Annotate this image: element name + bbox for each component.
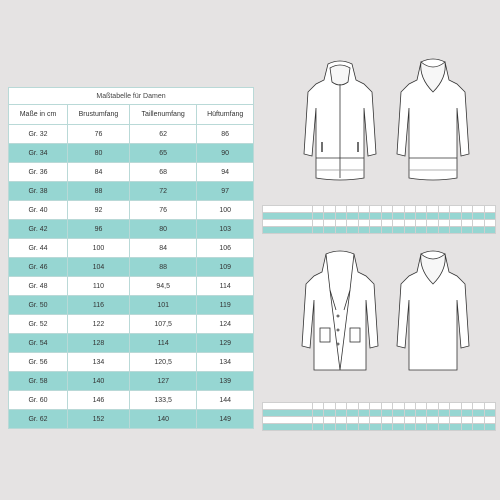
measurement-cell: 100 — [68, 239, 130, 258]
measurement-cell: 152 — [68, 410, 130, 429]
size-cell: Gr. 50 — [9, 296, 68, 315]
table-title: Maßtabelle für Damen — [9, 88, 254, 105]
mini-table-1 — [262, 205, 496, 234]
measurement-cell: 96 — [68, 220, 130, 239]
hoodie-dress-back-drawing — [393, 58, 473, 188]
measurement-cell: 140 — [68, 372, 130, 391]
measurement-cell: 116 — [68, 296, 130, 315]
table-row — [9, 182, 254, 201]
size-cell: Gr. 62 — [9, 410, 68, 429]
measurement-cell: 88 — [68, 182, 130, 201]
measurement-cell: 84 — [129, 239, 196, 258]
size-cell: Gr. 42 — [9, 220, 68, 239]
measurement-cell: 144 — [197, 391, 254, 410]
hoodie-dress-front-drawing — [300, 58, 380, 188]
measurement-cell: 122 — [68, 315, 130, 334]
size-cell: Gr. 56 — [9, 353, 68, 372]
measurement-cell: 76 — [68, 125, 130, 144]
size-cell: Gr. 60 — [9, 391, 68, 410]
measurement-cell: 80 — [129, 220, 196, 239]
measurement-cell: 101 — [129, 296, 196, 315]
measurement-cell: 119 — [197, 296, 254, 315]
header-cell: Hüftumfang — [197, 105, 254, 125]
hooded-cardigan-front-drawing — [300, 250, 380, 380]
table-row — [9, 239, 254, 258]
table-row — [9, 353, 254, 372]
table-row — [9, 163, 254, 182]
size-cell: Gr. 52 — [9, 315, 68, 334]
measurement-cell: 128 — [68, 334, 130, 353]
table-row — [9, 391, 254, 410]
header-cell: Brustumfang — [68, 105, 130, 125]
measurement-cell: 120,5 — [129, 353, 196, 372]
header-cell: Taillenumfang — [129, 105, 196, 125]
measurement-cell: 86 — [197, 125, 254, 144]
measurement-cell: 72 — [129, 182, 196, 201]
measurement-cell: 139 — [197, 372, 254, 391]
hooded-cardigan-back-drawing — [393, 250, 473, 380]
measurement-cell: 94,5 — [129, 277, 196, 296]
measurement-cell: 149 — [197, 410, 254, 429]
mini-table-2 — [262, 402, 496, 431]
measurement-cell: 110 — [68, 277, 130, 296]
table-row — [9, 372, 254, 391]
measurement-cell: 62 — [129, 125, 196, 144]
measurement-cell: 84 — [68, 163, 130, 182]
measurement-cell: 106 — [197, 239, 254, 258]
measurement-cell: 134 — [68, 353, 130, 372]
measurement-cell: 65 — [129, 144, 196, 163]
measurement-cell: 92 — [68, 201, 130, 220]
table-row — [9, 277, 254, 296]
measurement-cell: 100 — [197, 201, 254, 220]
size-cell: Gr. 36 — [9, 163, 68, 182]
table-row — [9, 410, 254, 429]
size-cell: Gr. 46 — [9, 258, 68, 277]
measurement-cell: 107,5 — [129, 315, 196, 334]
measurement-cell: 124 — [197, 315, 254, 334]
measurement-cell: 76 — [129, 201, 196, 220]
size-cell: Gr. 54 — [9, 334, 68, 353]
table-row — [9, 334, 254, 353]
measurement-cell: 129 — [197, 334, 254, 353]
table-row — [9, 201, 254, 220]
measurement-cell: 97 — [197, 182, 254, 201]
measurement-cell: 146 — [68, 391, 130, 410]
measurement-cell: 114 — [129, 334, 196, 353]
measurement-cell: 114 — [197, 277, 254, 296]
table-row — [9, 258, 254, 277]
measurement-cell: 133,5 — [129, 391, 196, 410]
size-cell: Gr. 40 — [9, 201, 68, 220]
measurement-cell: 134 — [197, 353, 254, 372]
measurement-cell: 88 — [129, 258, 196, 277]
measurement-cell: 103 — [197, 220, 254, 239]
size-cell: Gr. 34 — [9, 144, 68, 163]
measurement-cell: 109 — [197, 258, 254, 277]
measurement-cell: 68 — [129, 163, 196, 182]
table-row — [9, 296, 254, 315]
size-cell: Gr. 48 — [9, 277, 68, 296]
size-cell: Gr. 44 — [9, 239, 68, 258]
size-cell: Gr. 58 — [9, 372, 68, 391]
header-cell: Maße in cm — [9, 105, 68, 125]
table-row — [9, 315, 254, 334]
size-cell: Gr. 38 — [9, 182, 68, 201]
measurement-cell: 104 — [68, 258, 130, 277]
table-row — [9, 125, 254, 144]
table-row — [9, 144, 254, 163]
measurement-cell: 140 — [129, 410, 196, 429]
measurement-cell: 94 — [197, 163, 254, 182]
mini-table-caption — [335, 199, 336, 203]
measurement-cell: 90 — [197, 144, 254, 163]
size-cell: Gr. 32 — [9, 125, 68, 144]
table-row — [9, 220, 254, 239]
measurement-cell: 80 — [68, 144, 130, 163]
measurement-cell: 127 — [129, 372, 196, 391]
size-table — [8, 87, 254, 429]
